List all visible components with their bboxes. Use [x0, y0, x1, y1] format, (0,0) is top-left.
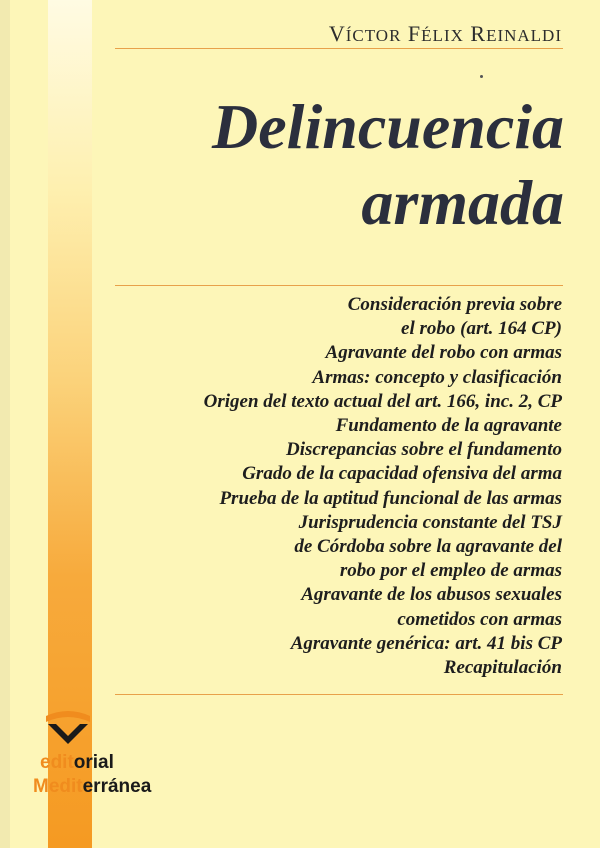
publisher-line-2-rest: erránea	[82, 776, 152, 797]
contents-item: Fundamento de la agravante	[335, 415, 562, 437]
contents-item: robo por el empleo de armas	[339, 560, 562, 582]
author-middle-rest: ÉLIX	[421, 26, 464, 45]
contents-item: el robo (art. 164 CP)	[401, 318, 562, 340]
contents-item: Armas: concepto y clasificación	[312, 366, 562, 388]
contents-item: Prueba de la aptitud funcional de las armas	[219, 487, 562, 509]
author-name	[122, 20, 562, 50]
cover-left-edge	[0, 0, 10, 848]
contents-item: Consideración previa sobre	[347, 294, 562, 315]
publisher-line-1-rest: orial	[73, 752, 114, 773]
contents-item: cometidos con armas	[397, 608, 562, 630]
contents-list	[92, 293, 562, 680]
top-rule	[115, 48, 563, 49]
publisher-line-1	[40, 752, 114, 774]
author-first-rest: ÍCTOR	[345, 26, 402, 45]
contents-item: Agravante del robo con armas	[325, 342, 562, 364]
decorative-dot	[480, 75, 483, 78]
contents-item: Origen del texto actual del art. 166, inc. 2, CP	[203, 390, 562, 412]
contents-item: Discrepancias sobre el fundamento	[285, 439, 562, 461]
title-line-2: armada	[361, 167, 564, 238]
author-middle-initial: F	[407, 21, 422, 46]
author-last-initial: R	[470, 21, 487, 46]
publisher-line-2-accent: Medit	[33, 776, 83, 797]
contents-item: Grado de la capacidad ofensiva del arma	[242, 463, 562, 485]
bottom-rule	[115, 694, 563, 695]
editorial-mediterranea-logo-icon	[44, 708, 92, 744]
author-last-rest: EINALDI	[486, 26, 562, 45]
middle-rule	[115, 285, 563, 286]
contents-item: Agravante de los abusos sexuales	[301, 584, 562, 606]
contents-item: Agravante genérica: art. 41 bis CP	[290, 632, 562, 654]
publisher-line-2	[33, 776, 151, 798]
contents-item: Jurisprudencia constante del TSJ	[298, 511, 562, 533]
title-line-1: Delincuencia	[212, 91, 564, 162]
contents-item: Recapitulación	[443, 657, 562, 679]
author-first-initial: V	[328, 21, 346, 46]
contents-item: de Córdoba sobre la agravante del	[294, 536, 562, 558]
publisher-line-1-accent: edit	[40, 752, 74, 773]
